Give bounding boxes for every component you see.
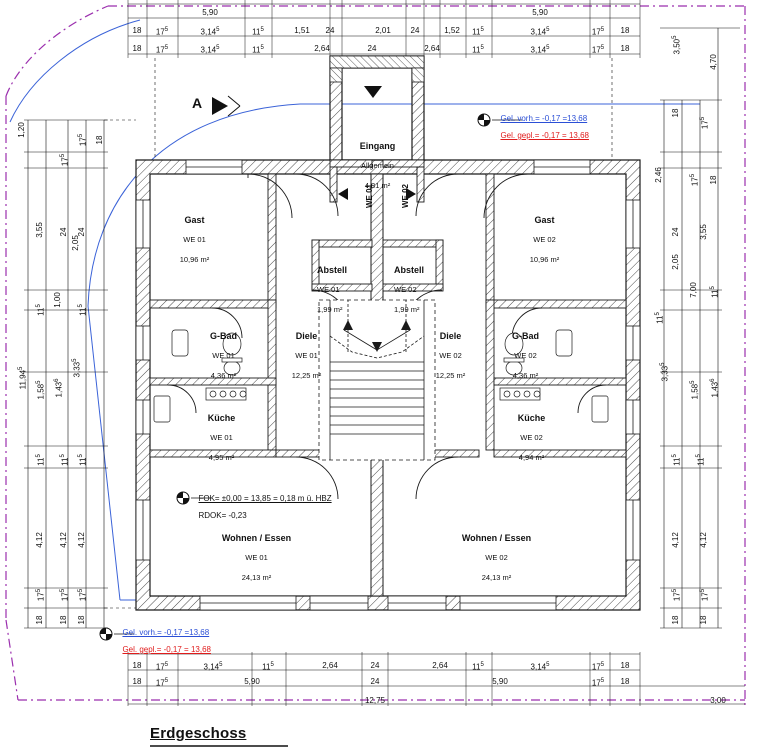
dimension-value: $17^5$ <box>155 27 169 37</box>
dimension-value: 3,55 <box>699 224 708 240</box>
dimension-value: 3,14$^5$ <box>530 27 550 37</box>
dimension-value: $11^5$ <box>36 454 46 466</box>
dimension-value: 24 <box>59 227 68 237</box>
dimension-value: $11^5$ <box>672 454 682 466</box>
room-label: G-Bad WE 01 4,36 m² <box>210 330 237 380</box>
dimension-value: 5,90 <box>244 677 260 686</box>
dimension-value: 3,33$^5$ <box>660 362 670 382</box>
dimension-value: 24 <box>370 677 380 686</box>
dimension-value: 4,12 <box>671 532 680 548</box>
dimension-value: 2,05 <box>71 235 80 251</box>
door-tag-we02: WE 02 <box>401 183 410 208</box>
dimension-value: 1,43$^6$ <box>710 378 720 398</box>
dimension-value: 11,94$^5$ <box>18 366 28 390</box>
dimension-value: 18 <box>699 615 708 625</box>
entrance-arrow <box>364 86 382 98</box>
dimension-value: 1,58$^5$ <box>690 380 700 400</box>
dimension-value: 4,12 <box>699 532 708 548</box>
dimension-value: 18 <box>671 615 680 625</box>
room-label: Wohnen / Essen WE 01 24,13 m² <box>221 532 292 582</box>
dimension-value: $11^5$ <box>710 286 720 298</box>
dimension-value: 3,00 <box>710 696 726 705</box>
dimension-value: 2,01 <box>375 26 391 35</box>
dimension-value: 5,90 <box>532 8 548 17</box>
dimension-value: 2,05 <box>671 254 680 270</box>
dimension-value: 18 <box>132 44 142 53</box>
dimension-value: $11^5$ <box>472 662 484 672</box>
dimension-value: 24 <box>370 661 380 670</box>
room-label: Gast WE 01 10,96 m² <box>179 214 210 264</box>
dimension-value: 18 <box>95 135 104 145</box>
dimension-value: $11^5$ <box>78 304 88 316</box>
dimension-value: 3,33$^5$ <box>72 358 82 378</box>
dimension-value: 2,64 <box>314 44 330 53</box>
room-label: Gast WE 02 10,96 m² <box>529 214 560 264</box>
dimension-value: 1,00 <box>53 292 62 308</box>
dimension-value: 2,64 <box>424 44 440 53</box>
dimension-value: 12,75 <box>364 696 386 705</box>
dimension-value: 18 <box>132 26 142 35</box>
dimension-value: 24 <box>410 26 420 35</box>
dimension-value: 18 <box>709 175 718 185</box>
room-label: Abstell WE 01 1,99 m² <box>317 264 348 314</box>
dimension-value: $17^5$ <box>591 662 605 672</box>
dimension-value: $11^5$ <box>252 27 264 37</box>
dimension-value: 18 <box>132 661 142 670</box>
dimension-value: 18 <box>671 108 680 118</box>
dimension-value: 18 <box>620 26 630 35</box>
dimension-value: 2,64 <box>432 661 448 670</box>
room-label: Diele WE 02 12,25 m² <box>435 330 466 380</box>
dimension-value: $17^5$ <box>155 662 169 672</box>
dimension-value: 24 <box>367 44 377 53</box>
dimension-value: 4,70 <box>709 54 718 70</box>
dimension-value: 18 <box>620 661 630 670</box>
level-note-fok: FOK= ±0,00 = 13,85 = 0,18 m ü. HBZ RDOK= -0,23 <box>198 493 332 520</box>
room-label: Küche WE 02 4,94 m² <box>517 412 546 462</box>
dimension-value: $17^5$ <box>700 116 710 130</box>
dimension-value: 1,43$^6$ <box>54 378 64 398</box>
dimension-value: $17^5$ <box>591 27 605 37</box>
room-label: Wohnen / Essen WE 02 24,13 m² <box>461 532 532 582</box>
dimension-value: 3,14$^5$ <box>530 662 550 672</box>
dimension-value: 18 <box>77 615 86 625</box>
dimension-value: $11^5$ <box>472 45 484 55</box>
dimension-value: 4,12 <box>77 532 86 548</box>
dimension-value: $17^5$ <box>155 45 169 55</box>
dimension-value: 3,14$^5$ <box>200 27 220 37</box>
room-label: Diele WE 01 12,25 m² <box>291 330 322 380</box>
dimension-value: $11^5$ <box>60 454 70 466</box>
dimension-value: $11^5$ <box>472 27 484 37</box>
dimension-value: 5,90 <box>492 677 508 686</box>
dimension-value: 3,14$^5$ <box>203 662 223 672</box>
dimension-value: 5,90 <box>202 8 218 17</box>
dimension-value: 3,14$^5$ <box>530 45 550 55</box>
page-title: Erdgeschoss <box>150 725 247 742</box>
dimension-value: 4,12 <box>35 532 44 548</box>
staircase <box>319 300 435 460</box>
dimension-value: 3,14$^5$ <box>200 45 220 55</box>
room-label: Küche WE 01 4,95 m² <box>207 412 236 462</box>
dimension-value: 1,20 <box>17 122 26 138</box>
door-tag-we01: WE 01 <box>365 183 374 208</box>
section-marker-label: A <box>192 95 203 111</box>
dimension-value: 18 <box>620 677 630 686</box>
dimension-value: 24 <box>77 227 86 237</box>
dimension-value: 1,52 <box>444 26 460 35</box>
dimension-value: $11^5$ <box>655 312 665 324</box>
dimension-value: $17^5$ <box>672 588 682 602</box>
dimension-value: 1,51 <box>294 26 310 35</box>
dimension-value: $17^5$ <box>60 588 70 602</box>
dimension-value: 24 <box>671 227 680 237</box>
room-label: Abstell WE 02 1,99 m² <box>394 264 425 314</box>
dimension-value: 18 <box>620 44 630 53</box>
dimension-value: $17^5$ <box>700 588 710 602</box>
dimension-value: 7,00 <box>689 282 698 298</box>
dimension-value: $17^5$ <box>36 588 46 602</box>
dimension-value: 4,12 <box>59 532 68 548</box>
dimension-value: $17^5$ <box>591 45 605 55</box>
section-marker-arrow <box>212 96 240 116</box>
dimension-value: 18 <box>35 615 44 625</box>
dimension-value: $17^5$ <box>155 678 169 688</box>
dimension-value: $11^5$ <box>696 454 706 466</box>
room-label: Eingang Allgemein 4,81 m² <box>359 140 396 190</box>
room-label: G-Bad WE 02 4,36 m² <box>512 330 539 380</box>
dimension-value: $11^5$ <box>36 304 46 316</box>
level-note-bottom: Gel. vorh.= -0,17 =13,68 Gel. gepl.= -0,17 = 13,68 <box>122 627 211 654</box>
dimension-value: 1,58$^5$ <box>36 380 46 400</box>
dimension-value: 2,64 <box>322 661 338 670</box>
dimension-value: $11^5$ <box>262 662 274 672</box>
dimension-value: 18 <box>59 615 68 625</box>
dimension-value: 18 <box>132 677 142 686</box>
dimension-value: $17^5$ <box>60 153 70 167</box>
dimension-value: 3,55 <box>35 222 44 238</box>
dimension-value: $11^5$ <box>252 45 264 55</box>
level-note-top: Gel. vorh.= -0,17 =13,68 Gel. gepl.= -0,17 = 13,68 <box>500 113 589 140</box>
dimension-value: $17^5$ <box>78 133 88 147</box>
dimension-value: $17^5$ <box>78 588 88 602</box>
dimension-value: $11^5$ <box>78 454 88 466</box>
dimension-value: $17^5$ <box>591 678 605 688</box>
dimension-value: 2,46 <box>654 167 663 183</box>
dimension-value: 24 <box>325 26 335 35</box>
dimension-value: 3,50$^5$ <box>672 35 682 55</box>
dimension-value: $17^5$ <box>690 173 700 187</box>
